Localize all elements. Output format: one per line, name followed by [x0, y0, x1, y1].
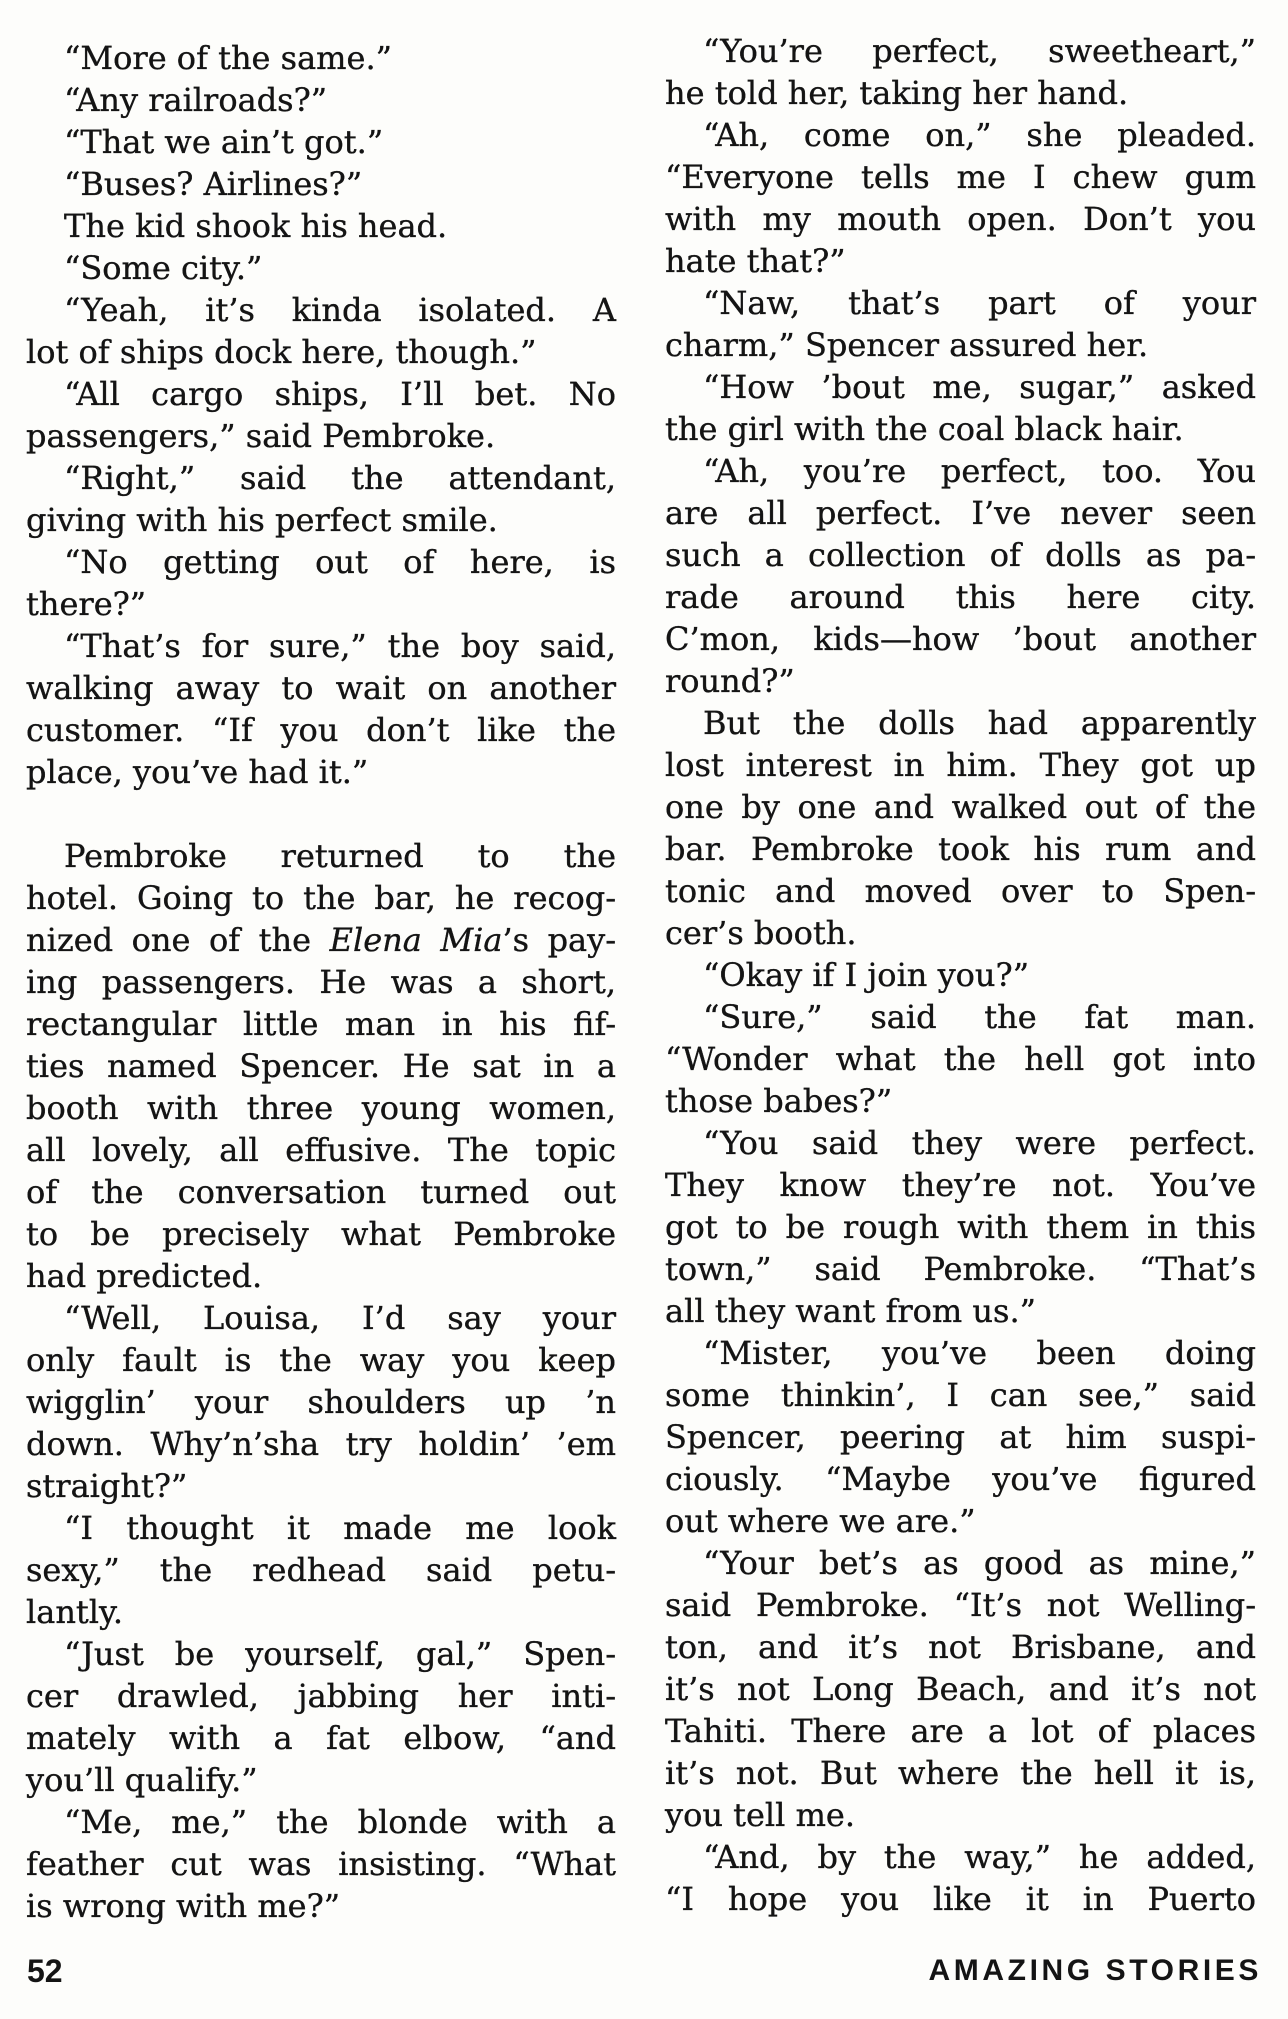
- text-line: is wrong with me?”: [26, 1887, 341, 1925]
- text-section: [26, 37, 616, 793]
- paragraph: [26, 163, 616, 205]
- paragraph: [665, 1332, 1256, 1542]
- text-line: walking away to wait on another: [26, 669, 616, 707]
- right-column: [665, 30, 1256, 1920]
- text-line: town,” said Pembroke. “That’s: [665, 1250, 1256, 1288]
- paragraph: [26, 205, 616, 247]
- text-line: giving with his perfect smile.: [26, 501, 498, 539]
- text-line: “Everyone tells me I chew gum: [665, 158, 1256, 196]
- text-line: [26, 919, 616, 961]
- text-line: “Any railroads?”: [64, 81, 328, 119]
- text-line: “Some city.”: [64, 249, 263, 287]
- text-section: [665, 30, 1256, 1920]
- text-line: They know they’re not. You’ve: [665, 1166, 1256, 1204]
- text-line: to be precisely what Pembroke: [26, 1215, 616, 1253]
- text-line: cer drawled, jabbing her inti-: [26, 1677, 616, 1715]
- paragraph: [26, 79, 616, 121]
- text-line: there?”: [26, 585, 147, 623]
- text-line: tonic and moved over to Spen-: [665, 872, 1256, 910]
- text-line: “Well, Louisa, I’d say your: [64, 1299, 616, 1337]
- running-title: AMAZING STORIES: [928, 1954, 1262, 1987]
- text-line: ton, and it’s not Brisbane, and: [665, 1628, 1256, 1666]
- text-line: “All cargo ships, I’ll bet. No: [64, 375, 616, 413]
- text-line: are all perfect. I’ve never seen: [665, 494, 1256, 532]
- text-line: it’s not. But where the hell it is,: [665, 1754, 1256, 1792]
- text-line: rade around this here city.: [665, 578, 1256, 616]
- text-line: Tahiti. There are a lot of places: [665, 1712, 1256, 1750]
- text-line: booth with three young women,: [26, 1089, 616, 1127]
- paragraph: [26, 1297, 616, 1507]
- text-line: Spencer, peering at him suspi-: [665, 1418, 1256, 1456]
- text-line: sexy,” the redhead said petu-: [26, 1551, 616, 1589]
- paragraph: [665, 702, 1256, 954]
- paragraph: [26, 835, 616, 1297]
- paragraph: [26, 457, 616, 541]
- text-line: “Just be yourself, gal,” Spen-: [64, 1635, 616, 1673]
- paragraph: [665, 1836, 1256, 1920]
- text-line: you tell me.: [665, 1796, 856, 1834]
- paragraph: [26, 247, 616, 289]
- paragraph: [26, 1801, 616, 1927]
- text-line: C’mon, kids—how ’bout another: [665, 620, 1256, 658]
- text-line: hotel. Going to the bar, he recog-: [26, 879, 616, 917]
- text-line: lantly.: [26, 1593, 124, 1631]
- text-line: it’s not Long Beach, and it’s not: [665, 1670, 1256, 1708]
- text-line: wigglin’ your shoulders up ’n: [26, 1383, 616, 1421]
- text-line: “That we ain’t got.”: [64, 123, 384, 161]
- text-line: “That’s for sure,” the boy said,: [64, 627, 616, 665]
- paragraph: [665, 954, 1256, 996]
- text-segment: nized one of the: [26, 921, 330, 959]
- text-line: the girl with the coal black hair.: [665, 410, 1184, 448]
- text-line: place, you’ve had it.”: [26, 753, 369, 791]
- text-line: “Right,” said the attendant,: [64, 459, 616, 497]
- page-number: 52: [27, 1953, 63, 1989]
- paragraph: [26, 373, 616, 457]
- text-line: one by one and walked out of the: [665, 788, 1256, 826]
- text-line: customer. “If you don’t like the: [26, 711, 616, 749]
- text-line: “Buses? Airlines?”: [64, 165, 363, 203]
- text-line: “Ah, you’re perfect, too. You: [703, 452, 1256, 490]
- text-line: “Your bet’s as good as mine,”: [703, 1544, 1256, 1582]
- paragraph: [665, 1122, 1256, 1332]
- paragraph: [665, 1542, 1256, 1836]
- text-line: “I thought it made me look: [64, 1509, 616, 1547]
- text-line: “No getting out of here, is: [64, 543, 616, 581]
- text-line: The kid shook his head.: [64, 207, 448, 245]
- paragraph: [665, 30, 1256, 114]
- paragraph: [665, 996, 1256, 1122]
- text-line: “Mister, you’ve been doing: [703, 1334, 1256, 1372]
- text-line: ciously. “Maybe you’ve figured: [665, 1460, 1256, 1498]
- text-line: bar. Pembroke took his rum and: [665, 830, 1256, 868]
- text-line: straight?”: [26, 1467, 188, 1505]
- text-line: such a collection of dolls as pa-: [665, 536, 1256, 574]
- text-line: some thinkin’, I can see,” said: [665, 1376, 1256, 1414]
- text-line: hate that?”: [665, 242, 846, 280]
- text-line: “Okay if I join you?”: [703, 956, 1030, 994]
- text-line: ties named Spencer. He sat in a: [26, 1047, 616, 1085]
- text-line: Pembroke returned to the: [64, 837, 616, 875]
- text-line: got to be rough with them in this: [665, 1208, 1256, 1246]
- text-line: all lovely, all effusive. The topic: [26, 1131, 616, 1169]
- paragraph: [26, 289, 616, 373]
- text-segment: ’s pay-: [502, 921, 617, 959]
- paragraph: [26, 37, 616, 79]
- text-line: “And, by the way,” he added,: [703, 1838, 1256, 1876]
- text-line: mately with a fat elbow, “and: [26, 1719, 616, 1757]
- paragraph: [665, 366, 1256, 450]
- text-line: charm,” Spencer assured her.: [665, 326, 1149, 364]
- text-line: feather cut was insisting. “What: [26, 1845, 616, 1883]
- text-line: “Sure,” said the fat man.: [703, 998, 1256, 1036]
- text-line: down. Why’n’sha try holdin’ ’em: [26, 1425, 616, 1463]
- text-line: out where we are.”: [665, 1502, 976, 1540]
- text-line: “More of the same.”: [64, 39, 392, 77]
- text-line: had predicted.: [26, 1257, 263, 1295]
- text-line: “Ah, come on,” she pleaded.: [703, 116, 1256, 154]
- text-line: rectangular little man in his fif-: [26, 1005, 616, 1043]
- text-line: round?”: [665, 662, 795, 700]
- text-line: But the dolls had apparently: [703, 704, 1256, 742]
- text-line: “Wonder what the hell got into: [665, 1040, 1256, 1078]
- text-line: said Pembroke. “It’s not Welling-: [665, 1586, 1256, 1624]
- text-section: [26, 835, 616, 1927]
- paragraph: [26, 1507, 616, 1633]
- text-line: “You’re perfect, sweetheart,”: [703, 32, 1256, 70]
- italic-text: Elena Mia: [329, 921, 503, 959]
- text-line: passengers,” said Pembroke.: [26, 417, 496, 455]
- text-line: ing passengers. He was a short,: [26, 963, 616, 1001]
- text-line: “How ’bout me, sugar,” asked: [703, 368, 1256, 406]
- text-line: with my mouth open. Don’t you: [665, 200, 1256, 238]
- text-line: “Naw, that’s part of your: [703, 284, 1256, 322]
- paragraph: [665, 282, 1256, 366]
- paragraph: [665, 114, 1256, 282]
- text-line: “Yeah, it’s kinda isolated. A: [64, 291, 616, 329]
- text-line: only fault is the way you keep: [26, 1341, 616, 1379]
- text-line: of the conversation turned out: [26, 1173, 616, 1211]
- paragraph: [26, 541, 616, 625]
- text-line: “You said they were perfect.: [703, 1124, 1256, 1162]
- text-line: “I hope you like it in Puerto: [665, 1880, 1256, 1918]
- text-line: “Me, me,” the blonde with a: [64, 1803, 616, 1841]
- text-line: lot of ships dock here, though.”: [26, 333, 537, 371]
- text-line: all they want from us.”: [665, 1292, 1036, 1330]
- text-line: those babes?”: [665, 1082, 893, 1120]
- paragraph: [26, 1633, 616, 1801]
- paragraph: [665, 450, 1256, 702]
- text-line: he told her, taking her hand.: [665, 74, 1129, 112]
- text-line: lost interest in him. They got up: [665, 746, 1256, 784]
- text-line: you’ll qualify.”: [26, 1761, 258, 1799]
- text-line: cer’s booth.: [665, 914, 857, 952]
- paragraph: [26, 625, 616, 793]
- left-column: [26, 37, 616, 1927]
- paragraph: [26, 121, 616, 163]
